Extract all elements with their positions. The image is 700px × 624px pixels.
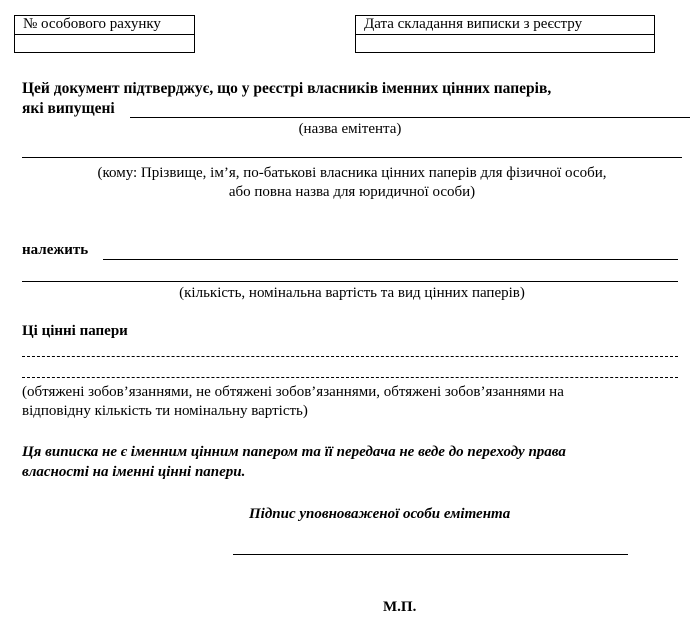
intro-line-2: які випущені xyxy=(22,100,115,117)
intro-line-1: Цей документ підтверджує, що у реєстрі власників іменних цінних паперів, xyxy=(22,80,552,97)
issuer-name-line[interactable] xyxy=(130,117,690,118)
securities-label: Ці цінні папери xyxy=(22,323,128,339)
signature-label: Підпис уповноваженої особи емітента xyxy=(249,506,511,522)
signature-line[interactable] xyxy=(233,554,628,555)
owner-caption-line-2: або повна назва для юридичної особи) xyxy=(228,184,476,200)
encumbrance-caption-line-1: (обтяжені зобов’язаннями, не обтяжені зобов’язаннями, обтяжені зобов’язаннями на xyxy=(22,384,564,400)
account-number-label: № особового рахунку xyxy=(15,16,194,35)
notice-line-1: Ця виписка не є іменним цінним папером та її передача не веде до переходу права xyxy=(22,444,566,460)
notice-line-2: власності на іменні цінні папери. xyxy=(22,464,246,480)
account-number-box xyxy=(14,15,195,53)
owner-name-line[interactable] xyxy=(22,157,682,158)
stamp-label: М.П. xyxy=(383,599,417,615)
securities-line-1[interactable] xyxy=(22,356,678,357)
owner-caption-line-1: (кому: Прізвище, ім’я, по-батькові власника цінних паперів для фізичної особи, xyxy=(97,165,607,181)
statement-date-box xyxy=(355,15,655,53)
belongs-line[interactable] xyxy=(103,259,678,260)
quantity-line[interactable] xyxy=(22,281,678,282)
account-number-field[interactable] xyxy=(15,35,194,51)
quantity-caption: (кількість, номінальна вартість та вид цінних паперів) xyxy=(179,285,525,301)
securities-line-2[interactable] xyxy=(22,377,678,378)
statement-date-field[interactable] xyxy=(356,35,654,51)
belongs-label: належить xyxy=(22,242,89,258)
issuer-caption: (назва емітента) xyxy=(298,121,402,137)
statement-date-label: Дата складання виписки з реєстру xyxy=(356,16,654,35)
encumbrance-caption-line-2: відповідну кількість ти номінальну вартість) xyxy=(22,403,308,419)
